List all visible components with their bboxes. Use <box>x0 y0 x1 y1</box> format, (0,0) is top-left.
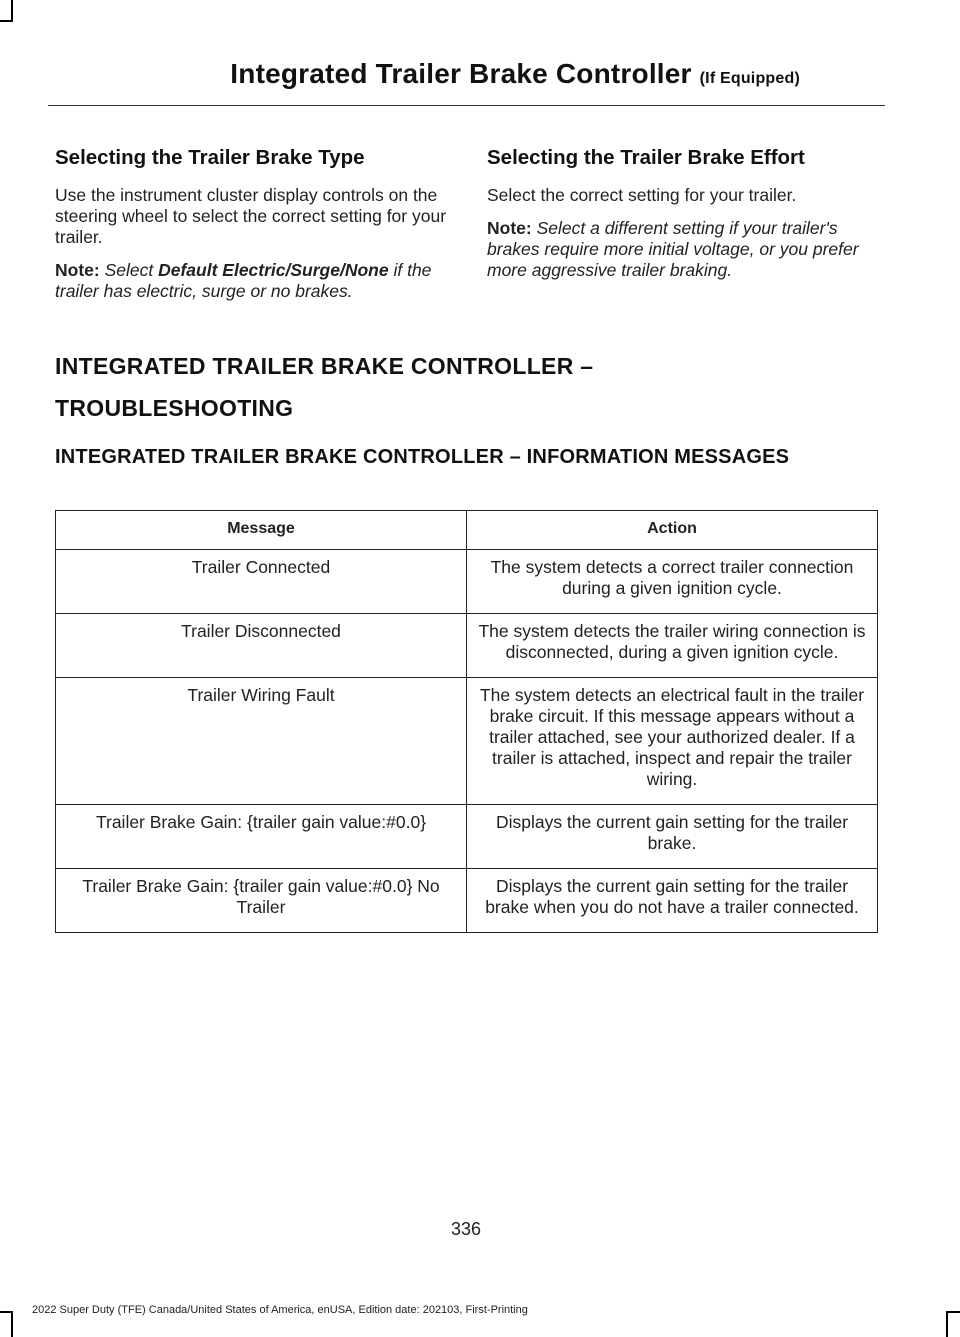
column-header-message: Message <box>56 511 467 550</box>
message-cell: Trailer Wiring Fault <box>56 678 467 805</box>
action-cell: Displays the current gain setting for the trailer brake when you do not have a trailer connected. <box>467 869 878 933</box>
table-row <box>56 805 878 869</box>
brake-effort-note <box>487 218 879 281</box>
note-text-post: if the trailer has electric, surge or no brakes. <box>55 259 432 301</box>
crop-mark <box>11 0 13 20</box>
action-cell: The system detects the trailer wiring connection is disconnected, during a given ignition cycle. <box>467 614 878 678</box>
crop-mark <box>11 1311 13 1337</box>
action-cell: The system detects an electrical fault in the trailer brake circuit. If this message appears without a trailer attached, see your authorized dealer. If a trailer is attached, inspect and repair the trailer wiring. <box>467 678 878 805</box>
page-number: 336 <box>450 1219 482 1239</box>
message-cell: Trailer Brake Gain: {trailer gain value:#0.0} <box>56 805 467 869</box>
table-row <box>56 869 878 933</box>
header-title-text: Integrated Trailer Brake Controller <box>230 58 692 89</box>
table-header-row <box>56 511 878 550</box>
action-cell: The system detects a correct trailer connection during a given ignition cycle. <box>467 550 878 614</box>
left-column <box>55 145 447 314</box>
crop-mark <box>0 1311 13 1313</box>
action-cell: Displays the current gain setting for the trailer brake. <box>467 805 878 869</box>
crop-mark <box>946 1311 960 1313</box>
page-header-title <box>230 58 800 90</box>
brake-effort-heading: Selecting the Trailer Brake Effort <box>487 146 805 169</box>
table-row <box>56 550 878 614</box>
information-messages-table <box>55 510 878 933</box>
note-label: Note: <box>55 259 100 280</box>
note-text: Select a different setting if your trailer's brakes require more initial voltage, or you prefer more aggressive trailer braking. <box>487 217 859 280</box>
section-title-line1: INTEGRATED TRAILER BRAKE CONTROLLER – <box>55 353 594 379</box>
brake-type-note <box>55 260 447 302</box>
edition-footer: 2022 Super Duty (TFE) Canada/United States of America, enUSA, Edition date: 202103, First-Printing <box>32 1304 528 1316</box>
crop-mark <box>0 20 13 22</box>
header-divider <box>48 105 885 106</box>
brake-type-heading: Selecting the Trailer Brake Type <box>55 146 365 169</box>
note-label: Note: <box>487 217 532 238</box>
section-title-line2: TROUBLESHOOTING <box>55 395 294 421</box>
table-row <box>56 678 878 805</box>
crop-mark <box>946 1311 948 1337</box>
message-cell: Trailer Brake Gain: {trailer gain value:#0.0} No Trailer <box>56 869 467 933</box>
section-title <box>55 352 875 422</box>
brake-effort-body: Select the correct setting for your trailer. <box>487 184 797 205</box>
note-text-bold: Default Electric/Surge/None <box>158 259 389 280</box>
brake-type-body: Use the instrument cluster display controls on the steering wheel to select the correct setting for your trailer. <box>55 184 447 247</box>
section-subtitle: INTEGRATED TRAILER BRAKE CONTROLLER – INFORMATION MESSAGES <box>55 446 790 468</box>
message-cell: Trailer Connected <box>56 550 467 614</box>
table-row <box>56 614 878 678</box>
note-text-pre: Select <box>104 259 154 280</box>
header-title-suffix: (If Equipped) <box>699 70 800 87</box>
message-cell: Trailer Disconnected <box>56 614 467 678</box>
column-header-action: Action <box>467 511 878 550</box>
right-column <box>487 145 879 293</box>
